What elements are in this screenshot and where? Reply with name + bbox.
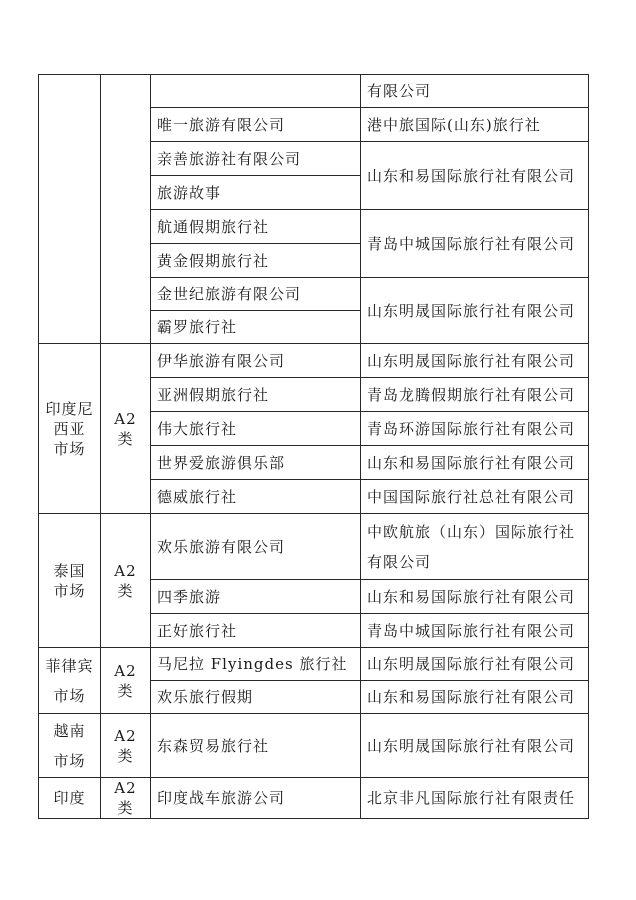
partner-cell: 山东和易国际旅行社有限公司 xyxy=(361,446,589,480)
partner-cell: 山东和易国际旅行社有限公司 xyxy=(361,681,589,714)
partner-cell: 青岛环游国际旅行社有限公司 xyxy=(361,412,589,446)
agency-cell: 伊华旅游有限公司 xyxy=(151,344,361,378)
market-label: 印度尼 xyxy=(45,399,94,418)
table-row xyxy=(39,75,589,108)
agency-cell: 唯一旅游有限公司 xyxy=(151,108,361,142)
category-cell: A2 类 xyxy=(101,648,151,714)
agency-cell: 金世纪旅游有限公司 xyxy=(151,278,361,311)
partner-cell: 青岛中城国际旅行社有限公司 xyxy=(361,614,589,648)
market-cell-philippines xyxy=(39,648,101,714)
partner-cell: 有限公司 xyxy=(361,75,589,108)
category-cell: A2 类 xyxy=(101,514,151,648)
market-label: 西亚 xyxy=(53,419,86,438)
market-cell xyxy=(39,75,101,344)
table-row xyxy=(39,648,589,681)
partner-cell: 山东明晟国际旅行社有限公司 xyxy=(361,344,589,378)
partner-cell: 青岛中城国际旅行社有限公司 xyxy=(361,210,589,278)
market-cell-thailand xyxy=(39,514,101,648)
market-label: 市场 xyxy=(53,751,86,770)
market-label: 菲律宾 xyxy=(45,656,94,675)
agency-cell: 航通假期旅行社 xyxy=(151,210,361,244)
category-cell xyxy=(101,75,151,344)
market-label: 印度 xyxy=(53,789,86,807)
partner-cell: 山东和易国际旅行社有限公司 xyxy=(361,142,589,210)
agency-cell: 印度战车旅游公司 xyxy=(151,778,361,819)
agency-cell: 欢乐旅行假期 xyxy=(151,681,361,714)
agency-cell: 德威旅行社 xyxy=(151,480,361,514)
partner-cell: 山东明晟国际旅行社有限公司 xyxy=(361,648,589,681)
agency-cell: 旅游故事 xyxy=(151,176,361,210)
market-label: 市场 xyxy=(53,581,86,600)
category-cell: A2 类 xyxy=(101,778,151,819)
agency-cell: 伟大旅行社 xyxy=(151,412,361,446)
table-row xyxy=(39,778,589,819)
partner-table xyxy=(38,74,589,819)
partner-cell: 山东明晟国际旅行社有限公司 xyxy=(361,714,589,778)
partner-cell: 港中旅国际(山东)旅行社 xyxy=(361,108,589,142)
agency-cell: 亲善旅游社有限公司 xyxy=(151,142,361,176)
market-cell-india xyxy=(39,778,101,819)
market-label: 越南 xyxy=(53,721,86,740)
partner-cell xyxy=(361,514,589,580)
table-row xyxy=(39,344,589,378)
partner-line: 中欧航旅（山东）国际旅行社 xyxy=(367,522,576,541)
partner-cell: 青岛龙腾假期旅行社有限公司 xyxy=(361,378,589,412)
agency-cell: 世界爱旅游俱乐部 xyxy=(151,446,361,480)
market-label: 市场 xyxy=(53,439,86,458)
partner-line: 有限公司 xyxy=(367,552,432,571)
agency-cell: 黄金假期旅行社 xyxy=(151,244,361,278)
market-cell-indonesia xyxy=(39,344,101,514)
agency-cell: 亚洲假期旅行社 xyxy=(151,378,361,412)
agency-cell: 马尼拉 Flyingdes 旅行社 xyxy=(151,648,361,681)
table-row xyxy=(39,514,589,580)
table-row xyxy=(39,714,589,778)
category-cell: A2 类 xyxy=(101,714,151,778)
agency-cell xyxy=(151,75,361,108)
partner-cell: 山东和易国际旅行社有限公司 xyxy=(361,580,589,614)
agency-cell: 正好旅行社 xyxy=(151,614,361,648)
agency-cell: 霸罗旅行社 xyxy=(151,311,361,344)
market-label: 市场 xyxy=(53,686,86,705)
partner-cell: 山东明晟国际旅行社有限公司 xyxy=(361,278,589,344)
partner-cell: 中国国际旅行社总社有限公司 xyxy=(361,480,589,514)
partner-cell: 北京非凡国际旅行社有限责任 xyxy=(361,778,589,819)
market-cell-vietnam xyxy=(39,714,101,778)
agency-cell: 四季旅游 xyxy=(151,580,361,614)
agency-cell: 欢乐旅游有限公司 xyxy=(151,514,361,580)
agency-cell: 东森贸易旅行社 xyxy=(151,714,361,778)
category-cell: A2 类 xyxy=(101,344,151,514)
market-label: 泰国 xyxy=(53,561,86,580)
